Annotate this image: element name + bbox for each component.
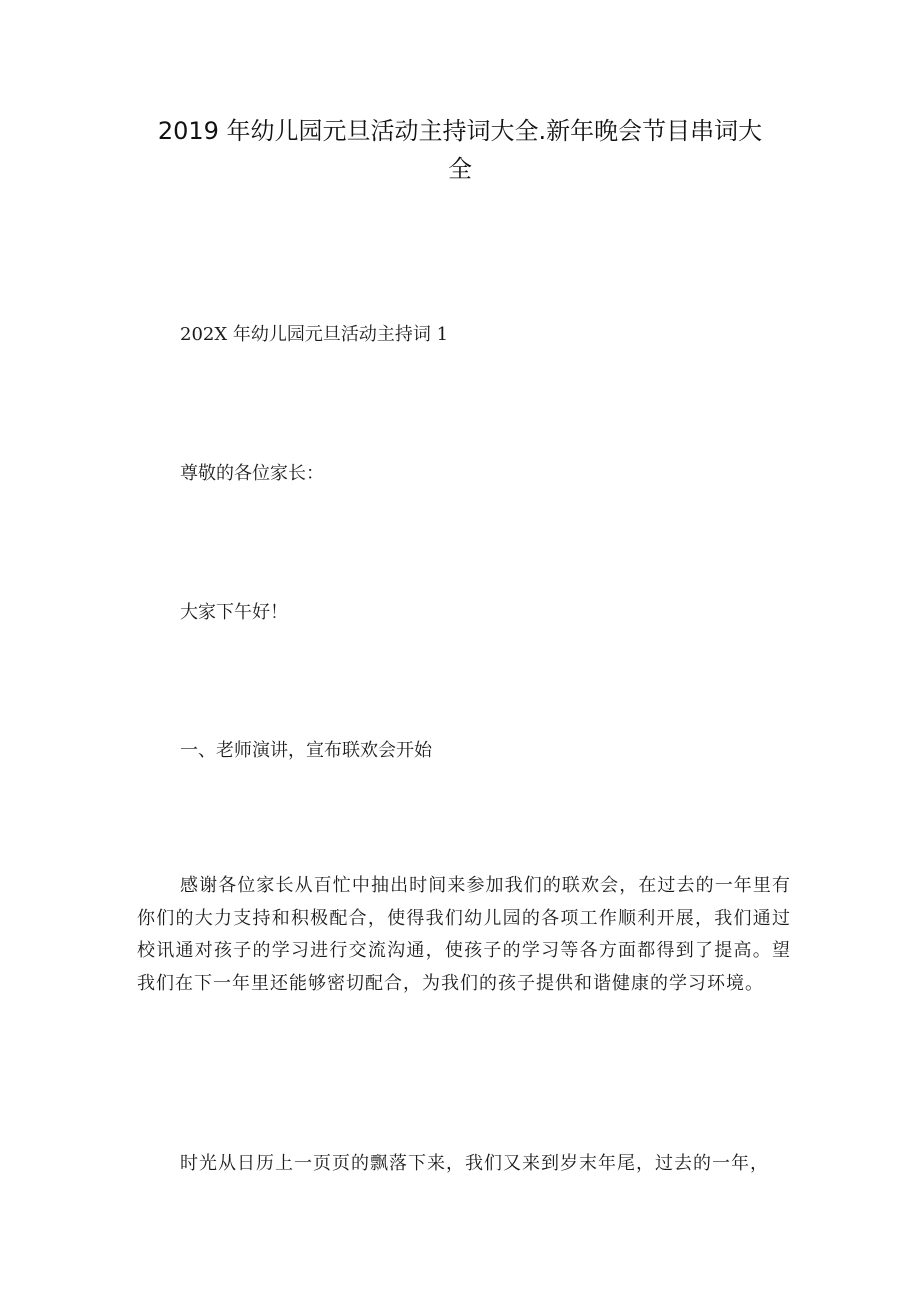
body-paragraph-2: 时光从日历上一页页的飘落下来，我们又来到岁末年尾，过去的一年，: [180, 1153, 769, 1174]
salutation-line: 大家下午好！: [180, 602, 288, 623]
greeting-line: 尊敬的各位家长：: [180, 463, 324, 484]
section-heading: 202X 年幼儿园元旦活动主持词 1: [180, 324, 449, 345]
program-item-1: 一、老师演讲，宣布联欢会开始: [180, 740, 432, 761]
document-title: 2019 年幼儿园元旦活动主持词大全.新年晚会节目串词大全: [157, 117, 763, 183]
body-paragraph-1: 感谢各位家长从百忙中抽出时间来参加我们的联欢会，在过去的一年里有你们的大力支持和积极配合，使得我们幼儿园的各项工作顺利开展，我们通过校讯通对孩子的学习进行交流沟通，使孩子的学习等各方面都得到了提高。望我们在下一年里还能够密切配合，为我们的孩子提供和谐健康的学习环境。: [137, 875, 791, 994]
